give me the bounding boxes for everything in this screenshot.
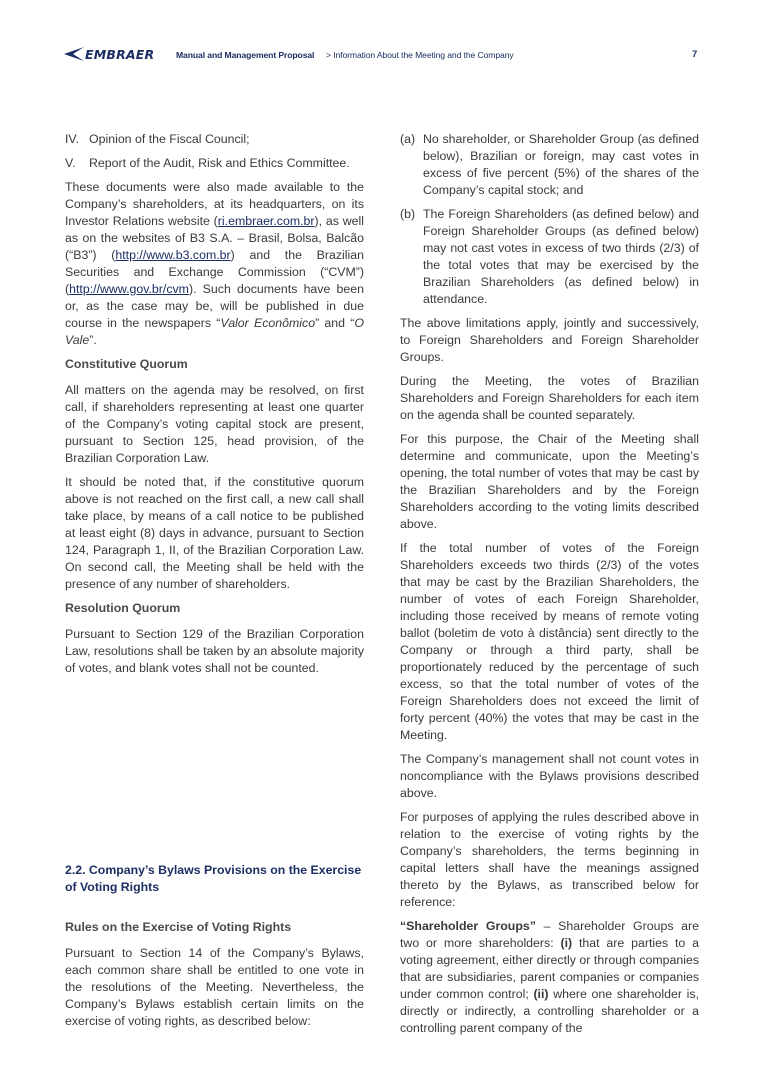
voting-rules-heading: Rules on the Exercise of Voting Rights <box>65 920 292 934</box>
resolution-quorum-paragraph: Pursuant to Section 129 of the Brazilian Corporation Law, resolutions shall be taken by an absolute majority of votes, and blank votes shall not be counted. <box>65 627 364 675</box>
list-marker: V. <box>65 156 76 170</box>
list-item-text: Report of the Audit, Risk and Ethics Committee. <box>89 156 350 170</box>
list-marker: (a) <box>400 132 416 146</box>
vote-counting-paragraph: During the Meeting, the votes of Brazilian Shareholders and Foreign Shareholders for each item on the agenda shall be counted separately. <box>400 374 699 422</box>
foreign-votes-reduction-paragraph: If the total number of votes of the Foreign Shareholders exceeds two thirds (2/3) of the votes that may be cast by the Brazilian Shareholders, the number of votes of each Foreign Shareholder, including those received by means of remote voting ballot (boletim de voto à distância) sent directly to the Company or through a third party, shall be proportionately reduced by the percentage of such excess, so that the total number of votes of the Foreign Shareholders does not exceed the limit of forty percent (40%) the votes that may be cast in the Meeting. <box>400 541 699 742</box>
newspaper-name: Valor Econômico <box>220 316 316 330</box>
list-item <box>65 155 364 172</box>
list-item-text: The Foreign Shareholders (as defined below) and Foreign Shareholder Groups (as defined below) may not cast votes in excess of two thirds (2/3) of the total votes that may be exercised by the Brazilian Shareholders (as defined below) in attendance. <box>423 207 699 306</box>
bylaws-section <box>65 862 364 1037</box>
voting-rights-paragraph: Pursuant to Section 14 of the Company’s Bylaws, each common share shall be entitled to one vote in the resolutions of the Meeting. Nevertheless, the Company’s Bylaws establish certain limits on the exercise of voting rights, as described below: <box>65 946 364 1028</box>
list-item-text: Opinion of the Fiscal Council; <box>89 132 250 146</box>
documents-availability-paragraph: These documents were also made available to the Company’s shareholders, at its headquarters, on its Investor Relations website (ri.embraer.com.br), as well as on the websites of B3 S.A. – Brasil, Bolsa, Balcão (“B3”) (http://www.b3.com.br) and the Brazilian Securities and Exchange Commission (“CVM”) (http://www.gov.br/cvm). Such documents have been or, as the case may be, will be published in due course in the newspapers “Valor Econômico” and “O Vale”. <box>65 180 364 347</box>
second-call-paragraph: It should be noted that, if the constitutive quorum above is not reached on the first call, a new call shall take place, by means of a call notice to be published at least eight (8) days in advance, pursuant to Section 124, Paragraph 1, II, of the Brazilian Corporation Law. On second call, the Meeting shall be held with the presence of any number of shareholders. <box>65 475 364 591</box>
newspaper-name: O Vale <box>65 316 364 347</box>
defined-term: “Shareholder Groups” <box>400 919 536 933</box>
left-column <box>65 131 364 684</box>
resolution-quorum-heading: Resolution Quorum <box>65 601 181 615</box>
logo-text: EMBRAER <box>85 46 155 62</box>
management-noncompliance-paragraph: The Company’s management shall not count votes in noncompliance with the Bylaws provisions described above. <box>400 752 699 800</box>
constitutive-quorum-heading: Constitutive Quorum <box>65 357 188 371</box>
definitions-intro-paragraph: For purposes of applying the rules described above in relation to the exercise of voting rights by the Company’s shareholders, the terms beginning in capital letters shall have the meanings assigned thereto by the Bylaws, as transcribed below for reference: <box>400 810 699 909</box>
shareholder-groups-definition: “Shareholder Groups” – Shareholder Groups are two or more shareholders: (i) that are parties to a voting agreement, either directly or through companies that are subsidiaries, parent companies or companies under common control; (ii) where one shareholder is, directly or indirectly, a controlling shareholder or a controlling parent company of the <box>400 919 700 1035</box>
list-item <box>400 206 699 308</box>
list-item-text: No shareholder, or Shareholder Group (as defined below), Brazilian or foreign, may cast votes in excess of five percent (5%) of the shares of the Company’s capital stock; and <box>423 132 699 197</box>
chair-determination-paragraph: For this purpose, the Chair of the Meeting shall determine and communicate, upon the Meeting’s opening, the total number of votes that may be cast by the Brazilian Shareholders and by the Foreign Shareholders according to the voting limits described above. <box>400 432 699 531</box>
document-title: Manual and Management Proposal <box>176 50 315 60</box>
cvm-website-link[interactable]: http://www.gov.br/cvm <box>69 282 189 296</box>
right-column <box>400 131 699 1044</box>
ir-website-link[interactable]: ri.embraer.com.br <box>217 214 315 228</box>
section-breadcrumb: > Information About the Meeting and the Company <box>326 50 514 60</box>
list-item <box>65 131 364 148</box>
b3-website-link[interactable]: http://www.b3.com.br <box>115 248 231 262</box>
first-call-paragraph: All matters on the agenda may be resolved, on first call, if shareholders representing at least one quarter of the Company’s voting capital stock are present, pursuant to Section 125, head provision, of the Brazilian Corporation Law. <box>65 383 364 465</box>
embraer-arrow-icon <box>64 47 84 61</box>
section-title: 2.2. Company’s Bylaws Provisions on the Exercise of Voting Rights <box>65 863 362 894</box>
embraer-logo <box>64 45 154 63</box>
page-number: 7 <box>692 49 698 60</box>
list-marker: (b) <box>400 207 416 221</box>
list-item <box>400 131 699 199</box>
limitations-paragraph: The above limitations apply, jointly and successively, to Foreign Shareholders and Foreign Shareholder Groups. <box>400 316 699 364</box>
list-marker: IV. <box>65 132 79 146</box>
page-header <box>0 0 766 70</box>
